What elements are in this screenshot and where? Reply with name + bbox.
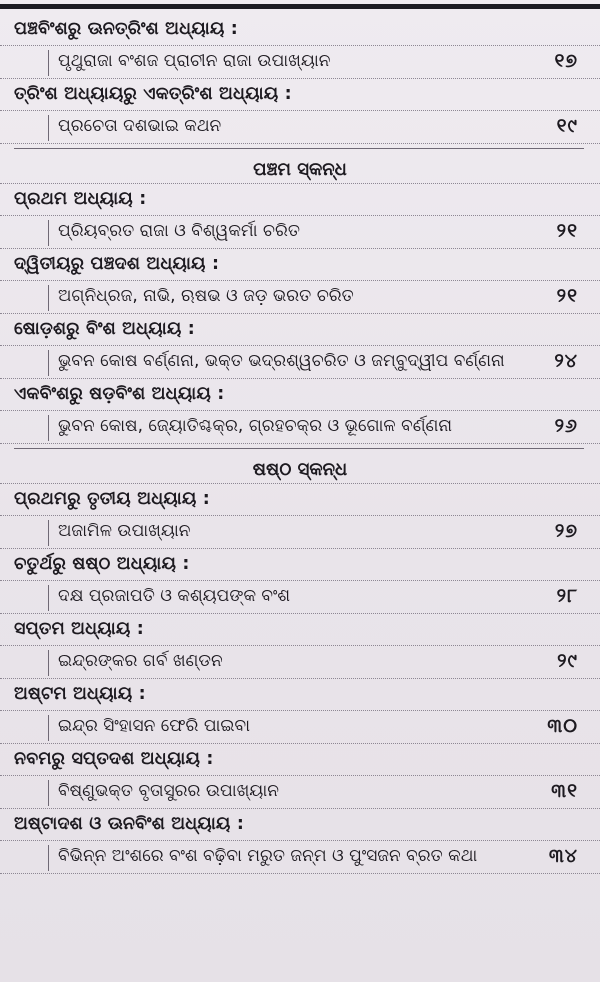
entry-indent-rule xyxy=(48,650,49,676)
chapter-heading: ସପ୍ତମ ଅଧ୍ୟାୟ : xyxy=(14,619,144,639)
toc-entry[interactable] xyxy=(0,646,600,679)
section-row xyxy=(0,144,600,154)
chapter-heading-row xyxy=(0,379,600,411)
entry-indent-rule xyxy=(48,220,49,246)
page-number: ୧୯ xyxy=(556,115,578,137)
chapter-heading-row xyxy=(0,314,600,346)
entry-indent-rule xyxy=(48,585,49,611)
entry-title: ଦକ୍ଷ ପ୍ରଜାପତି ଓ କଶ୍ୟପଙ୍କ ବଂଶ xyxy=(58,586,291,606)
chapter-heading-row xyxy=(0,549,600,581)
entry-title: ପ୍ରଚେତା ଦଶଭାଇ କଥନ xyxy=(58,116,222,136)
chapter-heading: ନବମରୁ ସପ୍ତଦଶ ଅଧ୍ୟାୟ : xyxy=(14,749,214,769)
entry-title: ଇନ୍ଦ୍ର ସିଂହାସନ ଫେରି ପାଇବା xyxy=(58,716,251,736)
page-number: ୨୧ xyxy=(556,220,578,242)
chapter-heading-row xyxy=(0,679,600,711)
chapter-heading: ଅଷ୍ଟାଦଶ ଓ ଊନବିଂଶ ଅଧ୍ୟାୟ : xyxy=(14,814,245,834)
table-of-contents xyxy=(0,14,600,874)
chapter-heading-row xyxy=(0,744,600,776)
chapter-heading: ପ୍ରଥମରୁ ତୃତୀୟ ଅଧ୍ୟାୟ : xyxy=(14,489,211,509)
page-number: ୨୯ xyxy=(557,650,578,672)
entry-title: ଇନ୍ଦ୍ରଙ୍କର ଗର୍ବ ଖଣ୍ଡନ xyxy=(58,651,223,671)
chapter-heading: ପ୍ରଥମ ଅଧ୍ୟାୟ : xyxy=(14,189,147,209)
section-divider xyxy=(14,148,584,149)
chapter-heading: ପଞ୍ଚବିଂଶରୁ ଊନତ୍ରିଂଶ ଅଧ୍ୟାୟ : xyxy=(14,19,238,39)
chapter-heading-row xyxy=(0,809,600,841)
entry-indent-rule xyxy=(48,350,49,376)
page-number: ୨୭ xyxy=(554,520,578,542)
chapter-heading-row xyxy=(0,249,600,281)
section-heading-row xyxy=(0,454,600,484)
top-rule xyxy=(0,4,600,9)
toc-entry[interactable] xyxy=(0,346,600,379)
page-number: ୨୬ xyxy=(554,415,578,437)
chapter-heading: ଏକବିଂଶରୁ ଷଡ଼ବିଂଶ ଅଧ୍ୟାୟ : xyxy=(14,384,225,404)
chapter-heading: ଦ୍ୱିତୀୟରୁ ପଞ୍ଚଦଶ ଅଧ୍ୟାୟ : xyxy=(14,254,220,274)
entry-title: ପ୍ରିୟବ୍ରତ ରାଜା ଓ ବିଶ୍ୱକର୍ମା ଚରିତ xyxy=(58,221,301,241)
entry-title: ପୃଥୁରାଜା ବଂଶଜ ପ୍ରାଚୀନ ରାଜା ଉପାଖ୍ୟାନ xyxy=(58,51,331,71)
toc-entry[interactable] xyxy=(0,516,600,549)
page-number: ୨୪ xyxy=(554,350,578,372)
toc-entry[interactable] xyxy=(0,46,600,79)
entry-title: ବିଭିନ୍ନ ଅଂଶରେ ବଂଶ ବଢ଼ିବା ମରୁତ ଜନ୍ମ ଓ ପୁଂସଜନ ବ୍ରତ କଥା xyxy=(58,846,478,866)
chapter-heading-row xyxy=(0,79,600,111)
toc-entry[interactable] xyxy=(0,216,600,249)
section-title: ଷଷ୍ଠ ସ୍କନ୍ଧ xyxy=(252,459,348,480)
entry-indent-rule xyxy=(48,780,49,806)
toc-entry[interactable] xyxy=(0,411,600,444)
toc-entry[interactable] xyxy=(0,841,600,874)
chapter-heading: ଷୋଡ଼ଶରୁ ବିଂଶ ଅଧ୍ୟାୟ : xyxy=(14,319,195,339)
chapter-heading: ଚତୁର୍ଥରୁ ଷଷ୍ଠ ଅଧ୍ୟାୟ : xyxy=(14,554,190,574)
chapter-heading: ତ୍ରିଂଶ ଅଧ୍ୟାୟରୁ ଏକତ୍ରିଂଶ ଅଧ୍ୟାୟ : xyxy=(14,84,292,104)
entry-indent-rule xyxy=(48,520,49,546)
section-divider xyxy=(14,448,584,449)
entry-title: ବିଷ୍ଣୁଭକ୍ତ ବୃତାସୁରର ଉପାଖ୍ୟାନ xyxy=(58,781,279,801)
page-number: ୧୭ xyxy=(554,50,578,72)
chapter-heading: ଅଷ୍ଟମ ଅଧ୍ୟାୟ : xyxy=(14,684,146,704)
entry-indent-rule xyxy=(48,50,49,76)
section-title: ପଞ୍ଚମ ସ୍କନ୍ଧ xyxy=(253,159,347,180)
entry-indent-rule xyxy=(48,285,49,311)
toc-entry[interactable] xyxy=(0,711,600,744)
chapter-heading-row xyxy=(0,614,600,646)
toc-entry[interactable] xyxy=(0,581,600,614)
toc-entry[interactable] xyxy=(0,281,600,314)
chapter-heading-row xyxy=(0,484,600,516)
entry-title: ଭୁବନ କୋଷ, ଜ୍ୟୋତିଶ୍ଚକ୍ର, ଗ୍ରହଚକ୍ର ଓ ଭୂଗୋଳ ବର୍ଣ୍ଣନା xyxy=(58,416,453,436)
entry-title: ଭୁବନ କୋଷ ବର୍ଣ୍ଣନା, ଭକ୍ତ ଭଦ୍ରଶ୍ୱଚରିତ ଓ ଜମ୍ବୁଦ୍ୱୀପ ବର୍ଣ୍ଣନା xyxy=(58,351,505,371)
page-number: ୨୧ xyxy=(556,285,578,307)
section-heading-row xyxy=(0,154,600,184)
toc-entry[interactable] xyxy=(0,111,600,144)
entry-indent-rule xyxy=(48,845,49,871)
page-number: ୩୦ xyxy=(547,715,578,737)
entry-title: ଅଗ୍ନିଧ୍ରଜ, ନାଭି, ଋଷଭ ଓ ଜଡ଼ ଭରତ ଚରିତ xyxy=(58,286,354,306)
entry-indent-rule xyxy=(48,715,49,741)
entry-indent-rule xyxy=(48,115,49,141)
page-number: ୨୮ xyxy=(556,585,578,607)
chapter-heading-row xyxy=(0,184,600,216)
toc-entry[interactable] xyxy=(0,776,600,809)
section-row xyxy=(0,444,600,454)
chapter-heading-row xyxy=(0,14,600,46)
page-number: ୩୪ xyxy=(548,845,578,867)
entry-title: ଅଜାମିଳ ଉପାଖ୍ୟାନ xyxy=(58,521,191,541)
entry-indent-rule xyxy=(48,415,49,441)
page-number: ୩୧ xyxy=(551,780,578,802)
